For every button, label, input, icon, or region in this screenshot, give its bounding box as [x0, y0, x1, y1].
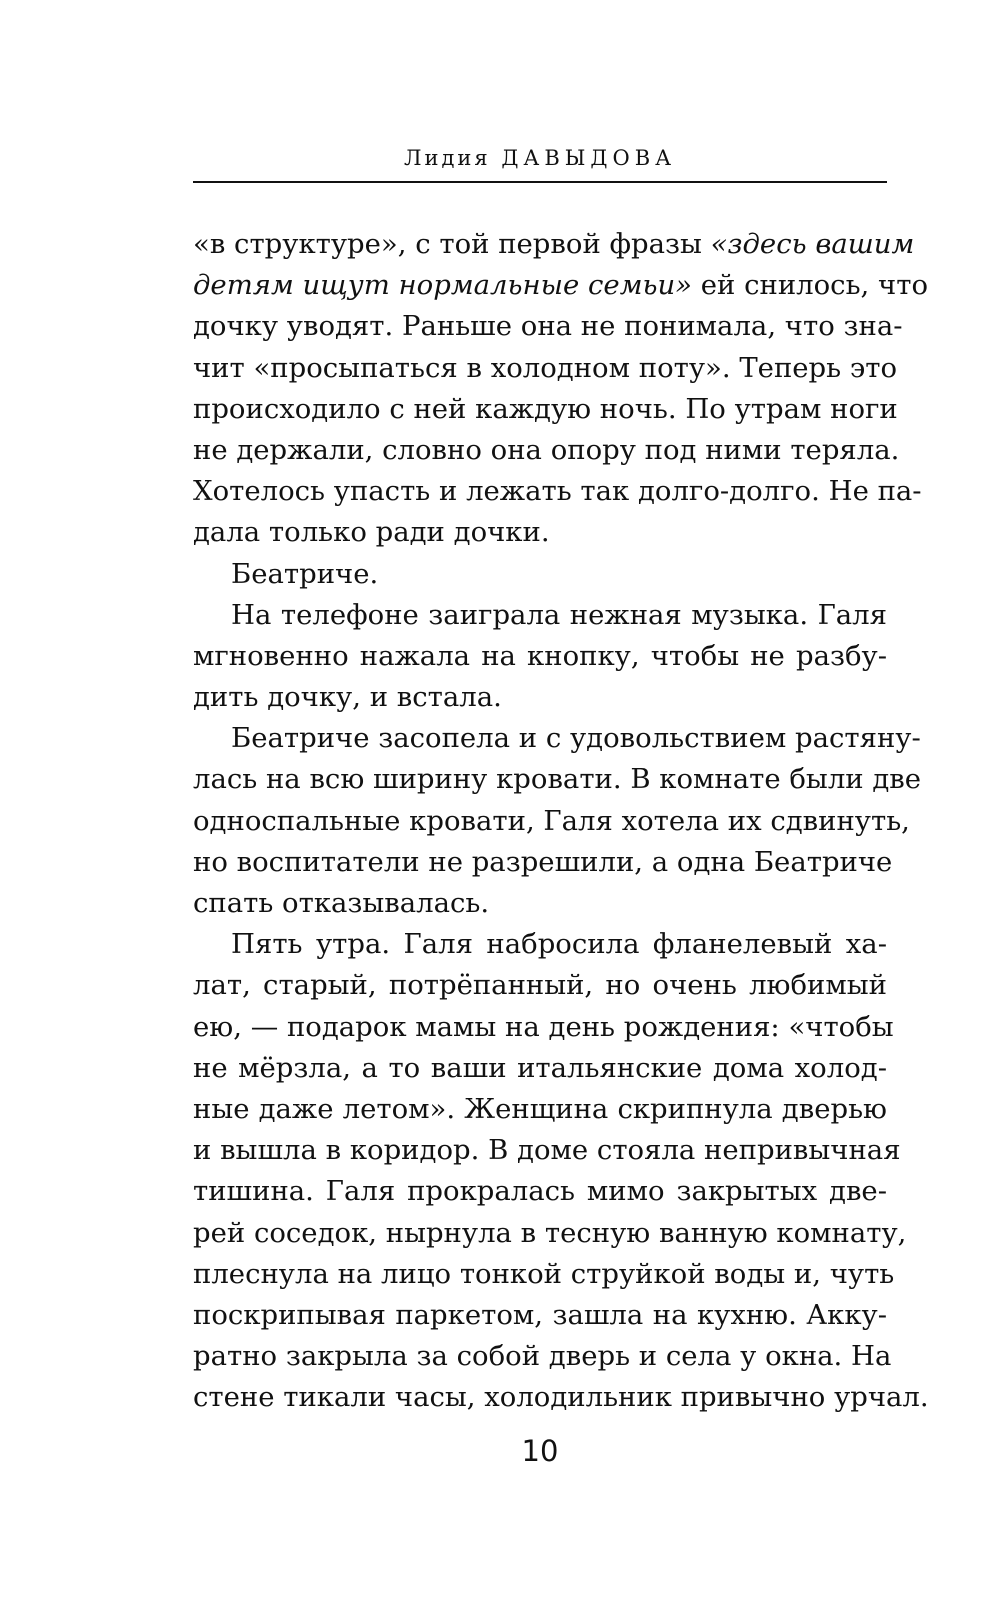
text-line: рей соседок, нырнула в тесную ванную комнату, — [193, 1216, 907, 1249]
text-line: тишина. Галя прокралась мимо закрытых две- — [193, 1175, 887, 1208]
text-line: спать отказывалась. — [193, 887, 490, 919]
text-line: Беатриче. — [231, 557, 379, 590]
text-line: происходило с ней каждую ночь. По утрам ноги — [193, 392, 898, 425]
text-line: мгновенно нажала на кнопку, чтобы не разбу- — [193, 639, 887, 672]
text-line: На телефоне заиграла нежная музыка. Галя — [231, 598, 887, 631]
text-line: дала только ради дочки. — [193, 516, 550, 549]
text-line: ные даже летом». Женщина скрипнула дверью — [193, 1092, 887, 1125]
text-line: лась на всю ширину кровати. В комнате были две — [193, 763, 922, 796]
header-rule — [193, 181, 887, 183]
text-line: поскрипывая паркетом, зашла на кухню. Акку- — [193, 1298, 887, 1331]
text-line: Пять утра. Галя набросила фланелевый ха- — [231, 928, 887, 961]
text-line: чит «просыпаться в холодном поту». Теперь это — [193, 351, 898, 384]
text-line: дочку уводят. Раньше она не понимала, что зна- — [193, 310, 903, 343]
text-line: Беатриче засопела и с удовольствием растяну- — [231, 722, 921, 755]
author-last-name: ДАВЫДОВА — [501, 146, 677, 170]
text-line: и вышла в коридор. В доме стояла непривычная — [193, 1134, 901, 1167]
running-head — [193, 146, 887, 170]
page-number: 10 — [521, 1434, 559, 1468]
text-line: не держали, словно она опору под ними теряла. — [193, 433, 900, 466]
author-first-name: Лидия — [403, 146, 491, 170]
text-line: «в структуре», с той первой фразы «здесь вашим — [193, 228, 915, 260]
text-line: детям ищут нормальные семьи» ей снилось, что — [193, 269, 928, 302]
text-line: лат, старый, потрёпанный, но очень любимый — [193, 969, 887, 1002]
text-line: односпальные кровати, Галя хотела их сдвинуть, — [193, 804, 910, 837]
text-line: ею, — подарок мамы на день рождения: «чтобы — [193, 1010, 894, 1043]
text-line: но воспитатели не разрешили, а одна Беатриче — [193, 845, 893, 878]
body-text — [193, 224, 929, 1418]
text-line: ратно закрыла за собой дверь и села у окна. На — [193, 1340, 892, 1373]
text-line: не мёрзла, а то ваши итальянские дома холод- — [193, 1051, 887, 1084]
text-line: дить дочку, и встала. — [193, 681, 502, 714]
text-line: стене тикали часы, холодильник привычно урчал. — [193, 1381, 929, 1414]
text-line: Хотелось упасть и лежать так долго-долго. Не па- — [193, 475, 922, 508]
text-line: плеснула на лицо тонкой струйкой воды и, чуть — [193, 1257, 895, 1290]
